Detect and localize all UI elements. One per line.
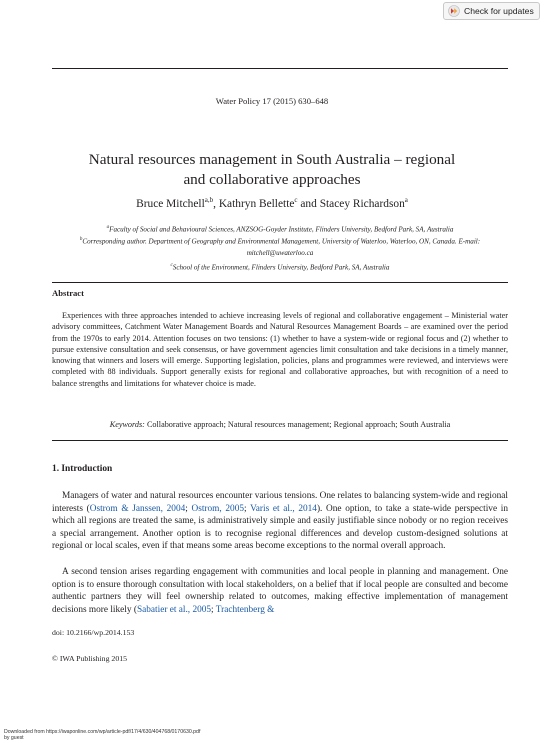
paragraph-text: Managers of water and natural resources encounter various tensions. One relates to balancing system-wide and regional interests ( [52, 491, 508, 514]
affiliation [52, 234, 508, 259]
journal-citation: Water Policy 17 (2015) 630–648 [215, 96, 329, 106]
download-source: Downloaded from https://iwaponline.com/wp/article-pdf/17/4/630/404768/0170630.pdf [4, 729, 201, 735]
doi: doi: 10.2166/wp.2014.153 [52, 628, 135, 637]
paragraph [52, 490, 508, 553]
paragraph [52, 566, 508, 616]
download-by: by guest [4, 735, 24, 742]
author-name: Kathryn Bellette [218, 197, 295, 210]
citation-separator: ; [244, 503, 251, 514]
author-affiliation-marker: a [404, 196, 408, 204]
affiliation-marker: a [106, 225, 110, 230]
author-list [40, 196, 504, 210]
abstract-bottom-rule [52, 440, 508, 441]
check-for-updates-button[interactable] [443, 2, 540, 20]
abstract-body: Experiences with three approaches intended to achieve increasing levels of regional and collaborative engagement – Ministerial water advisory committees, Catchment Water Management Boards and Natural Resources Management Boards – are examined over the period from the 1970s to early 2014. Attention focuses on two tensions: (1) whether to have a system-wide or regional focus and (2) whether to pursue extensive consultation and seek consensus, or have government agencies limit consultation and take decisions in a timely manner, knowing that winners and losers will emerge. Supporting legislation, policies, plans and programmes were reviewed, and interviews were completed with 88 individuals. Support generally exists for regional and collaborative approaches, but with recognition of a need to balance strengths and limitations for whatever choice is made. [52, 311, 508, 388]
affiliation-marker: c [170, 263, 173, 268]
keywords-text: Collaborative approach; Natural resources management; Regional approach; South Australia [146, 420, 451, 429]
author-affiliation-marker: a,b [204, 196, 214, 204]
author-name: Bruce Mitchell [136, 197, 205, 210]
paragraph-text: A second tension arises regarding engagement with communities and local people in planning and management. One option is to ensure thorough consultation with local stakeholders, on a belief that if local people are consulted and become authentic partners they will feel ownership related to outcomes, making effective implementation of management decisions more likely ( [52, 567, 508, 615]
section-heading: 1. Introduction [52, 464, 113, 474]
abstract-heading: Abstract [52, 288, 84, 298]
author-affiliation-marker: c [294, 196, 298, 204]
check-for-updates-label: Check for updates [464, 6, 534, 16]
affiliation-text: School of the Environment, Flinders University, Bedford Park, SA, Australia [172, 263, 390, 272]
author-name: Stacey Richardson [319, 197, 405, 210]
citation-separator: ; [211, 604, 216, 615]
download-footer [4, 729, 200, 741]
article-title [40, 150, 504, 190]
citation-link[interactable]: Ostrom & Janssen, 2004 [89, 503, 186, 514]
affiliation-marker: b [79, 237, 83, 242]
citation-link[interactable]: Sabatier et al., 2005 [136, 604, 212, 615]
keywords-line [52, 420, 508, 429]
affiliation-text: Corresponding author. Department of Geography and Environmental Management, University of Waterloo, Waterloo, ON, Canada. E-mail: mitchell@uwaterloo.ca [82, 237, 481, 257]
keywords-label: Keywords: [109, 420, 145, 429]
citation-link[interactable]: Trachtenberg & [215, 604, 275, 615]
citation-link[interactable]: Ostrom, 2005 [191, 503, 245, 514]
citation-separator: ; [185, 503, 192, 514]
affiliation-text: Faculty of Social and Behavioural Sciences, ANZSOG-Goyder Institute, Flinders University, Bedford Park, SA, Australia [109, 225, 454, 234]
abstract-top-rule [52, 282, 508, 283]
title-line-2: and collaborative approaches [183, 171, 361, 188]
paragraph-text: ). One option, to take a state-wide perspective in which all regions are treated the same, is administratively simple and easily justifiable since nobody or no region receives a special arrangement. Another option is to recognise regional differences and develop custom-designed solutions at regional or local scales, even if that means some areas become exceptions to the normal overall approach. [52, 503, 508, 551]
check-for-updates-icon [448, 5, 460, 17]
citation-link[interactable]: Varis et al., 2014 [250, 503, 317, 514]
author-separator: and [297, 197, 320, 210]
title-line-1: Natural resources management in South Australia – regional [88, 151, 456, 168]
author-separator: , [213, 197, 219, 210]
top-rule [52, 68, 508, 69]
copyright: © IWA Publishing 2015 [52, 654, 128, 663]
affiliation [52, 260, 508, 274]
